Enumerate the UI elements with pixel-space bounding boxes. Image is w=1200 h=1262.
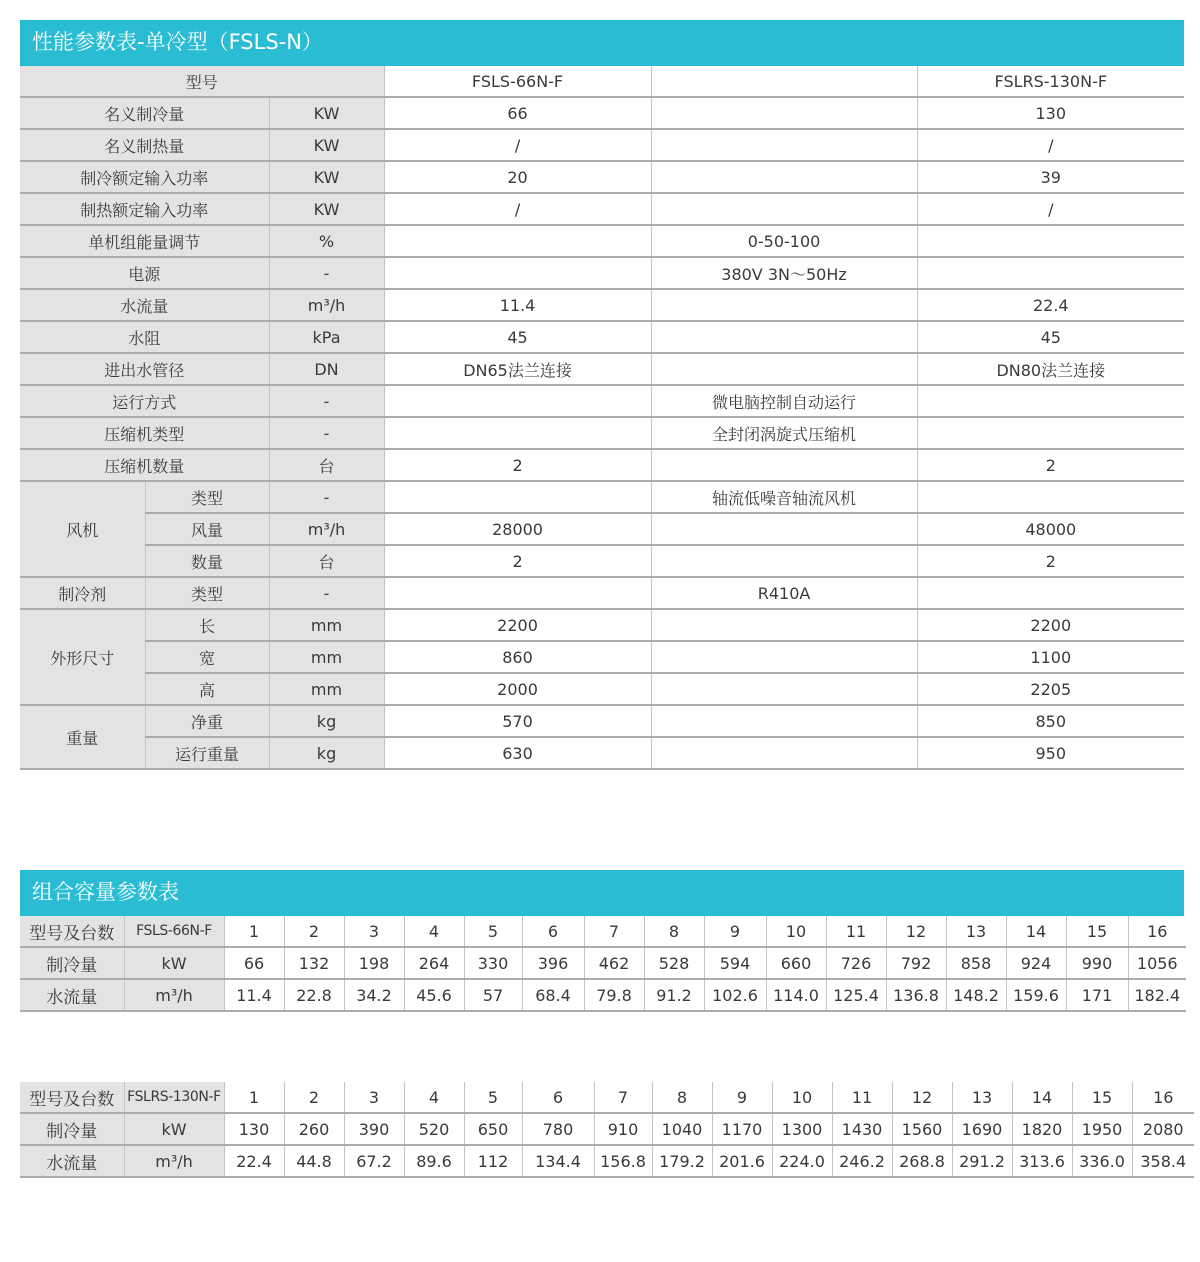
param-unit: - — [269, 577, 384, 609]
shared-value-cell: 0-50-100 — [651, 225, 917, 257]
param-name: 压缩机数量 — [20, 449, 269, 481]
table-row — [20, 1113, 1194, 1145]
shared-value-cell: 全封闭涡旋式压缩机 — [651, 417, 917, 449]
unit-count: 13 — [952, 1082, 1012, 1113]
data-cell: 594 — [704, 947, 766, 979]
shared-value-cell: 380V 3N～50Hz — [651, 257, 917, 289]
fan-group-label: 风机 — [20, 481, 145, 577]
data-cell: 130 — [224, 1113, 284, 1145]
param-unit: KW — [269, 161, 384, 193]
table-row — [20, 947, 1186, 979]
value-cell — [651, 161, 917, 193]
param-name: 单机组能量调节 — [20, 225, 269, 257]
unit-count: 16 — [1132, 1082, 1194, 1113]
unit-count: 12 — [892, 1082, 952, 1113]
table-row — [20, 289, 1184, 321]
table-row — [20, 609, 1184, 641]
data-cell: 336.0 — [1072, 1145, 1132, 1177]
data-cell: 390 — [344, 1113, 404, 1145]
model-name: FSLRS-130N-F — [124, 1082, 224, 1113]
param-name: 数量 — [145, 545, 269, 577]
table-row — [20, 193, 1184, 225]
param-name: 制热额定输入功率 — [20, 193, 269, 225]
data-cell: 528 — [644, 947, 704, 979]
table-row — [20, 545, 1184, 577]
value-cell-model-2: 130 — [917, 97, 1184, 129]
data-cell: 136.8 — [886, 979, 946, 1011]
value-cell — [651, 513, 917, 545]
value-cell — [651, 705, 917, 737]
data-cell: 114.0 — [766, 979, 826, 1011]
value-cell — [384, 385, 651, 417]
param-name: 电源 — [20, 257, 269, 289]
data-cell: 1430 — [832, 1113, 892, 1145]
param-name: 水流量 — [20, 289, 269, 321]
row-unit: kW — [124, 1113, 224, 1145]
data-cell: 89.6 — [404, 1145, 464, 1177]
combination-table-fsls-66n-f — [20, 916, 1186, 1012]
row-unit: m³/h — [124, 1145, 224, 1177]
value-cell — [651, 97, 917, 129]
data-cell: 201.6 — [712, 1145, 772, 1177]
value-cell-model-1: 2 — [384, 449, 651, 481]
model-name: FSLS-66N-F — [124, 916, 224, 947]
table-row — [20, 1145, 1194, 1177]
value-cell — [384, 225, 651, 257]
model-header-row — [20, 66, 1184, 97]
param-unit: 台 — [269, 449, 384, 481]
weight-group-label: 重量 — [20, 705, 145, 769]
combination-table-fslrs-130n-f — [20, 1082, 1194, 1178]
data-cell: 134.4 — [522, 1145, 594, 1177]
param-unit: kg — [269, 705, 384, 737]
value-cell — [651, 545, 917, 577]
param-unit: % — [269, 225, 384, 257]
value-cell — [651, 673, 917, 705]
unit-count: 11 — [832, 1082, 892, 1113]
data-cell: 11.4 — [224, 979, 284, 1011]
unit-count: 9 — [712, 1082, 772, 1113]
unit-count: 6 — [522, 916, 584, 947]
combination-table-title: 组合容量参数表 — [20, 870, 1184, 916]
table-row — [20, 97, 1184, 129]
param-name: 运行方式 — [20, 385, 269, 417]
data-cell: 198 — [344, 947, 404, 979]
param-unit: KW — [269, 193, 384, 225]
value-cell-model-1: 11.4 — [384, 289, 651, 321]
param-unit: - — [269, 481, 384, 513]
value-cell — [651, 193, 917, 225]
model-name: FSLRS-130N-F — [917, 66, 1184, 97]
data-cell: 1560 — [892, 1113, 952, 1145]
header-label: 型号及台数 — [20, 916, 124, 947]
data-cell: 313.6 — [1012, 1145, 1072, 1177]
data-cell: 260 — [284, 1113, 344, 1145]
row-label: 制冷量 — [20, 1113, 124, 1145]
data-cell: 990 — [1066, 947, 1128, 979]
value-cell — [917, 577, 1184, 609]
unit-count-header-row — [20, 1082, 1194, 1113]
unit-count: 14 — [1012, 1082, 1072, 1113]
data-cell: 22.4 — [224, 1145, 284, 1177]
value-cell — [651, 609, 917, 641]
value-cell-model-1: 20 — [384, 161, 651, 193]
unit-count: 4 — [404, 1082, 464, 1113]
data-cell: 182.4 — [1128, 979, 1186, 1011]
data-cell: 67.2 — [344, 1145, 404, 1177]
data-cell: 520 — [404, 1113, 464, 1145]
value-cell-model-1: 570 — [384, 705, 651, 737]
data-cell: 358.4 — [1132, 1145, 1194, 1177]
unit-count-header-row — [20, 916, 1186, 947]
data-cell: 34.2 — [344, 979, 404, 1011]
data-cell: 660 — [766, 947, 826, 979]
value-cell-model-1: DN65法兰连接 — [384, 353, 651, 385]
value-cell — [651, 449, 917, 481]
value-cell-model-2: 2 — [917, 449, 1184, 481]
refrigerant-group-label: 制冷剂 — [20, 577, 145, 609]
data-cell: 246.2 — [832, 1145, 892, 1177]
param-name: 净重 — [145, 705, 269, 737]
unit-count: 8 — [652, 1082, 712, 1113]
shared-value-cell: 轴流低噪音轴流风机 — [651, 481, 917, 513]
data-cell: 268.8 — [892, 1145, 952, 1177]
row-unit: m³/h — [124, 979, 224, 1011]
unit-count: 8 — [644, 916, 704, 947]
unit-count: 6 — [522, 1082, 594, 1113]
table-row — [20, 705, 1184, 737]
table-row — [20, 353, 1184, 385]
unit-count: 7 — [594, 1082, 652, 1113]
value-cell-model-1: 630 — [384, 737, 651, 769]
value-cell-model-1: 2200 — [384, 609, 651, 641]
data-cell: 910 — [594, 1113, 652, 1145]
row-label: 制冷量 — [20, 947, 124, 979]
value-cell-model-2: 2 — [917, 545, 1184, 577]
data-cell: 156.8 — [594, 1145, 652, 1177]
data-cell: 924 — [1006, 947, 1066, 979]
param-unit: KW — [269, 129, 384, 161]
table-row — [20, 641, 1184, 673]
data-cell: 1056 — [1128, 947, 1186, 979]
value-cell-model-1: 45 — [384, 321, 651, 353]
header-label: 型号及台数 — [20, 1082, 124, 1113]
value-cell-model-2: 22.4 — [917, 289, 1184, 321]
value-cell — [917, 481, 1184, 513]
dimensions-group-label: 外形尺寸 — [20, 609, 145, 705]
table-row — [20, 385, 1184, 417]
model-name: FSLS-66N-F — [384, 66, 651, 97]
performance-table-title: 性能参数表-单冷型（FSLS-N） — [20, 20, 1184, 66]
data-cell: 726 — [826, 947, 886, 979]
value-cell — [651, 641, 917, 673]
unit-count: 15 — [1072, 1082, 1132, 1113]
data-cell: 396 — [522, 947, 584, 979]
param-unit: m³/h — [269, 289, 384, 321]
table-row — [20, 673, 1184, 705]
data-cell: 1950 — [1072, 1113, 1132, 1145]
param-unit: m³/h — [269, 513, 384, 545]
value-cell — [917, 257, 1184, 289]
data-cell: 125.4 — [826, 979, 886, 1011]
data-cell: 792 — [886, 947, 946, 979]
table-row — [20, 321, 1184, 353]
data-cell: 2080 — [1132, 1113, 1194, 1145]
model-name — [651, 66, 917, 97]
unit-count: 14 — [1006, 916, 1066, 947]
param-name: 风量 — [145, 513, 269, 545]
data-cell: 264 — [404, 947, 464, 979]
value-cell-model-2: 2205 — [917, 673, 1184, 705]
unit-count: 4 — [404, 916, 464, 947]
unit-count: 12 — [886, 916, 946, 947]
value-cell-model-2: DN80法兰连接 — [917, 353, 1184, 385]
param-name: 类型 — [145, 577, 269, 609]
unit-count: 10 — [766, 916, 826, 947]
table-row — [20, 417, 1184, 449]
value-cell-model-2: 39 — [917, 161, 1184, 193]
value-cell-model-2: 45 — [917, 321, 1184, 353]
table-row — [20, 161, 1184, 193]
data-cell: 112 — [464, 1145, 522, 1177]
param-unit: 台 — [269, 545, 384, 577]
param-unit: kg — [269, 737, 384, 769]
value-cell — [384, 577, 651, 609]
unit-count: 1 — [224, 916, 284, 947]
unit-count: 10 — [772, 1082, 832, 1113]
value-cell-model-1: 2 — [384, 545, 651, 577]
data-cell: 224.0 — [772, 1145, 832, 1177]
unit-count: 9 — [704, 916, 766, 947]
data-cell: 159.6 — [1006, 979, 1066, 1011]
param-unit: - — [269, 257, 384, 289]
value-cell — [651, 321, 917, 353]
value-cell — [384, 481, 651, 513]
unit-count: 16 — [1128, 916, 1186, 947]
param-name: 类型 — [145, 481, 269, 513]
row-unit: kW — [124, 947, 224, 979]
param-name: 名义制冷量 — [20, 97, 269, 129]
data-cell: 179.2 — [652, 1145, 712, 1177]
param-name: 制冷额定输入功率 — [20, 161, 269, 193]
param-unit: mm — [269, 673, 384, 705]
unit-count: 7 — [584, 916, 644, 947]
row-label: 水流量 — [20, 1145, 124, 1177]
unit-count: 11 — [826, 916, 886, 947]
data-cell: 44.8 — [284, 1145, 344, 1177]
table-row — [20, 481, 1184, 513]
value-cell — [384, 257, 651, 289]
value-cell — [917, 385, 1184, 417]
shared-value-cell: 微电脑控制自动运行 — [651, 385, 917, 417]
unit-count: 15 — [1066, 916, 1128, 947]
table-row — [20, 449, 1184, 481]
param-name: 长 — [145, 609, 269, 641]
value-cell-model-2: 2200 — [917, 609, 1184, 641]
value-cell-model-1: / — [384, 193, 651, 225]
value-cell-model-1: 28000 — [384, 513, 651, 545]
param-unit: DN — [269, 353, 384, 385]
data-cell: 330 — [464, 947, 522, 979]
param-unit: mm — [269, 609, 384, 641]
table-row — [20, 129, 1184, 161]
data-cell: 102.6 — [704, 979, 766, 1011]
data-cell: 1820 — [1012, 1113, 1072, 1145]
value-cell — [917, 225, 1184, 257]
data-cell: 1690 — [952, 1113, 1012, 1145]
unit-count: 2 — [284, 916, 344, 947]
data-cell: 462 — [584, 947, 644, 979]
value-cell-model-1: 2000 — [384, 673, 651, 705]
value-cell — [651, 737, 917, 769]
value-cell — [651, 353, 917, 385]
data-cell: 22.8 — [284, 979, 344, 1011]
unit-count: 2 — [284, 1082, 344, 1113]
unit-count: 1 — [224, 1082, 284, 1113]
value-cell — [917, 417, 1184, 449]
param-unit: KW — [269, 97, 384, 129]
data-cell: 148.2 — [946, 979, 1006, 1011]
value-cell-model-2: 950 — [917, 737, 1184, 769]
performance-table — [20, 66, 1184, 770]
param-unit: - — [269, 385, 384, 417]
data-cell: 1170 — [712, 1113, 772, 1145]
value-cell — [651, 289, 917, 321]
value-cell-model-1: / — [384, 129, 651, 161]
shared-value-cell: R410A — [651, 577, 917, 609]
param-unit: - — [269, 417, 384, 449]
param-name: 运行重量 — [145, 737, 269, 769]
param-name: 压缩机类型 — [20, 417, 269, 449]
data-cell: 1040 — [652, 1113, 712, 1145]
value-cell-model-2: / — [917, 129, 1184, 161]
table-row — [20, 513, 1184, 545]
row-label: 水流量 — [20, 979, 124, 1011]
data-cell: 291.2 — [952, 1145, 1012, 1177]
unit-count: 13 — [946, 916, 1006, 947]
data-cell: 171 — [1066, 979, 1128, 1011]
value-cell-model-1: 860 — [384, 641, 651, 673]
data-cell: 57 — [464, 979, 522, 1011]
data-cell: 132 — [284, 947, 344, 979]
value-cell — [384, 417, 651, 449]
data-cell: 91.2 — [644, 979, 704, 1011]
param-name: 水阻 — [20, 321, 269, 353]
data-cell: 858 — [946, 947, 1006, 979]
value-cell — [651, 129, 917, 161]
table-row — [20, 257, 1184, 289]
value-cell-model-2: / — [917, 193, 1184, 225]
table-row — [20, 577, 1184, 609]
data-cell: 650 — [464, 1113, 522, 1145]
unit-count: 5 — [464, 1082, 522, 1113]
data-cell: 780 — [522, 1113, 594, 1145]
value-cell-model-1: 66 — [384, 97, 651, 129]
model-label: 型号 — [20, 66, 384, 97]
unit-count: 3 — [344, 916, 404, 947]
data-cell: 1300 — [772, 1113, 832, 1145]
unit-count: 5 — [464, 916, 522, 947]
param-unit: mm — [269, 641, 384, 673]
unit-count: 3 — [344, 1082, 404, 1113]
param-name: 高 — [145, 673, 269, 705]
param-unit: kPa — [269, 321, 384, 353]
table-row — [20, 225, 1184, 257]
data-cell: 66 — [224, 947, 284, 979]
table-row — [20, 979, 1186, 1011]
data-cell: 68.4 — [522, 979, 584, 1011]
table-row — [20, 737, 1184, 769]
param-name: 宽 — [145, 641, 269, 673]
param-name: 进出水管径 — [20, 353, 269, 385]
data-cell: 45.6 — [404, 979, 464, 1011]
value-cell-model-2: 1100 — [917, 641, 1184, 673]
value-cell-model-2: 48000 — [917, 513, 1184, 545]
data-cell: 79.8 — [584, 979, 644, 1011]
param-name: 名义制热量 — [20, 129, 269, 161]
value-cell-model-2: 850 — [917, 705, 1184, 737]
